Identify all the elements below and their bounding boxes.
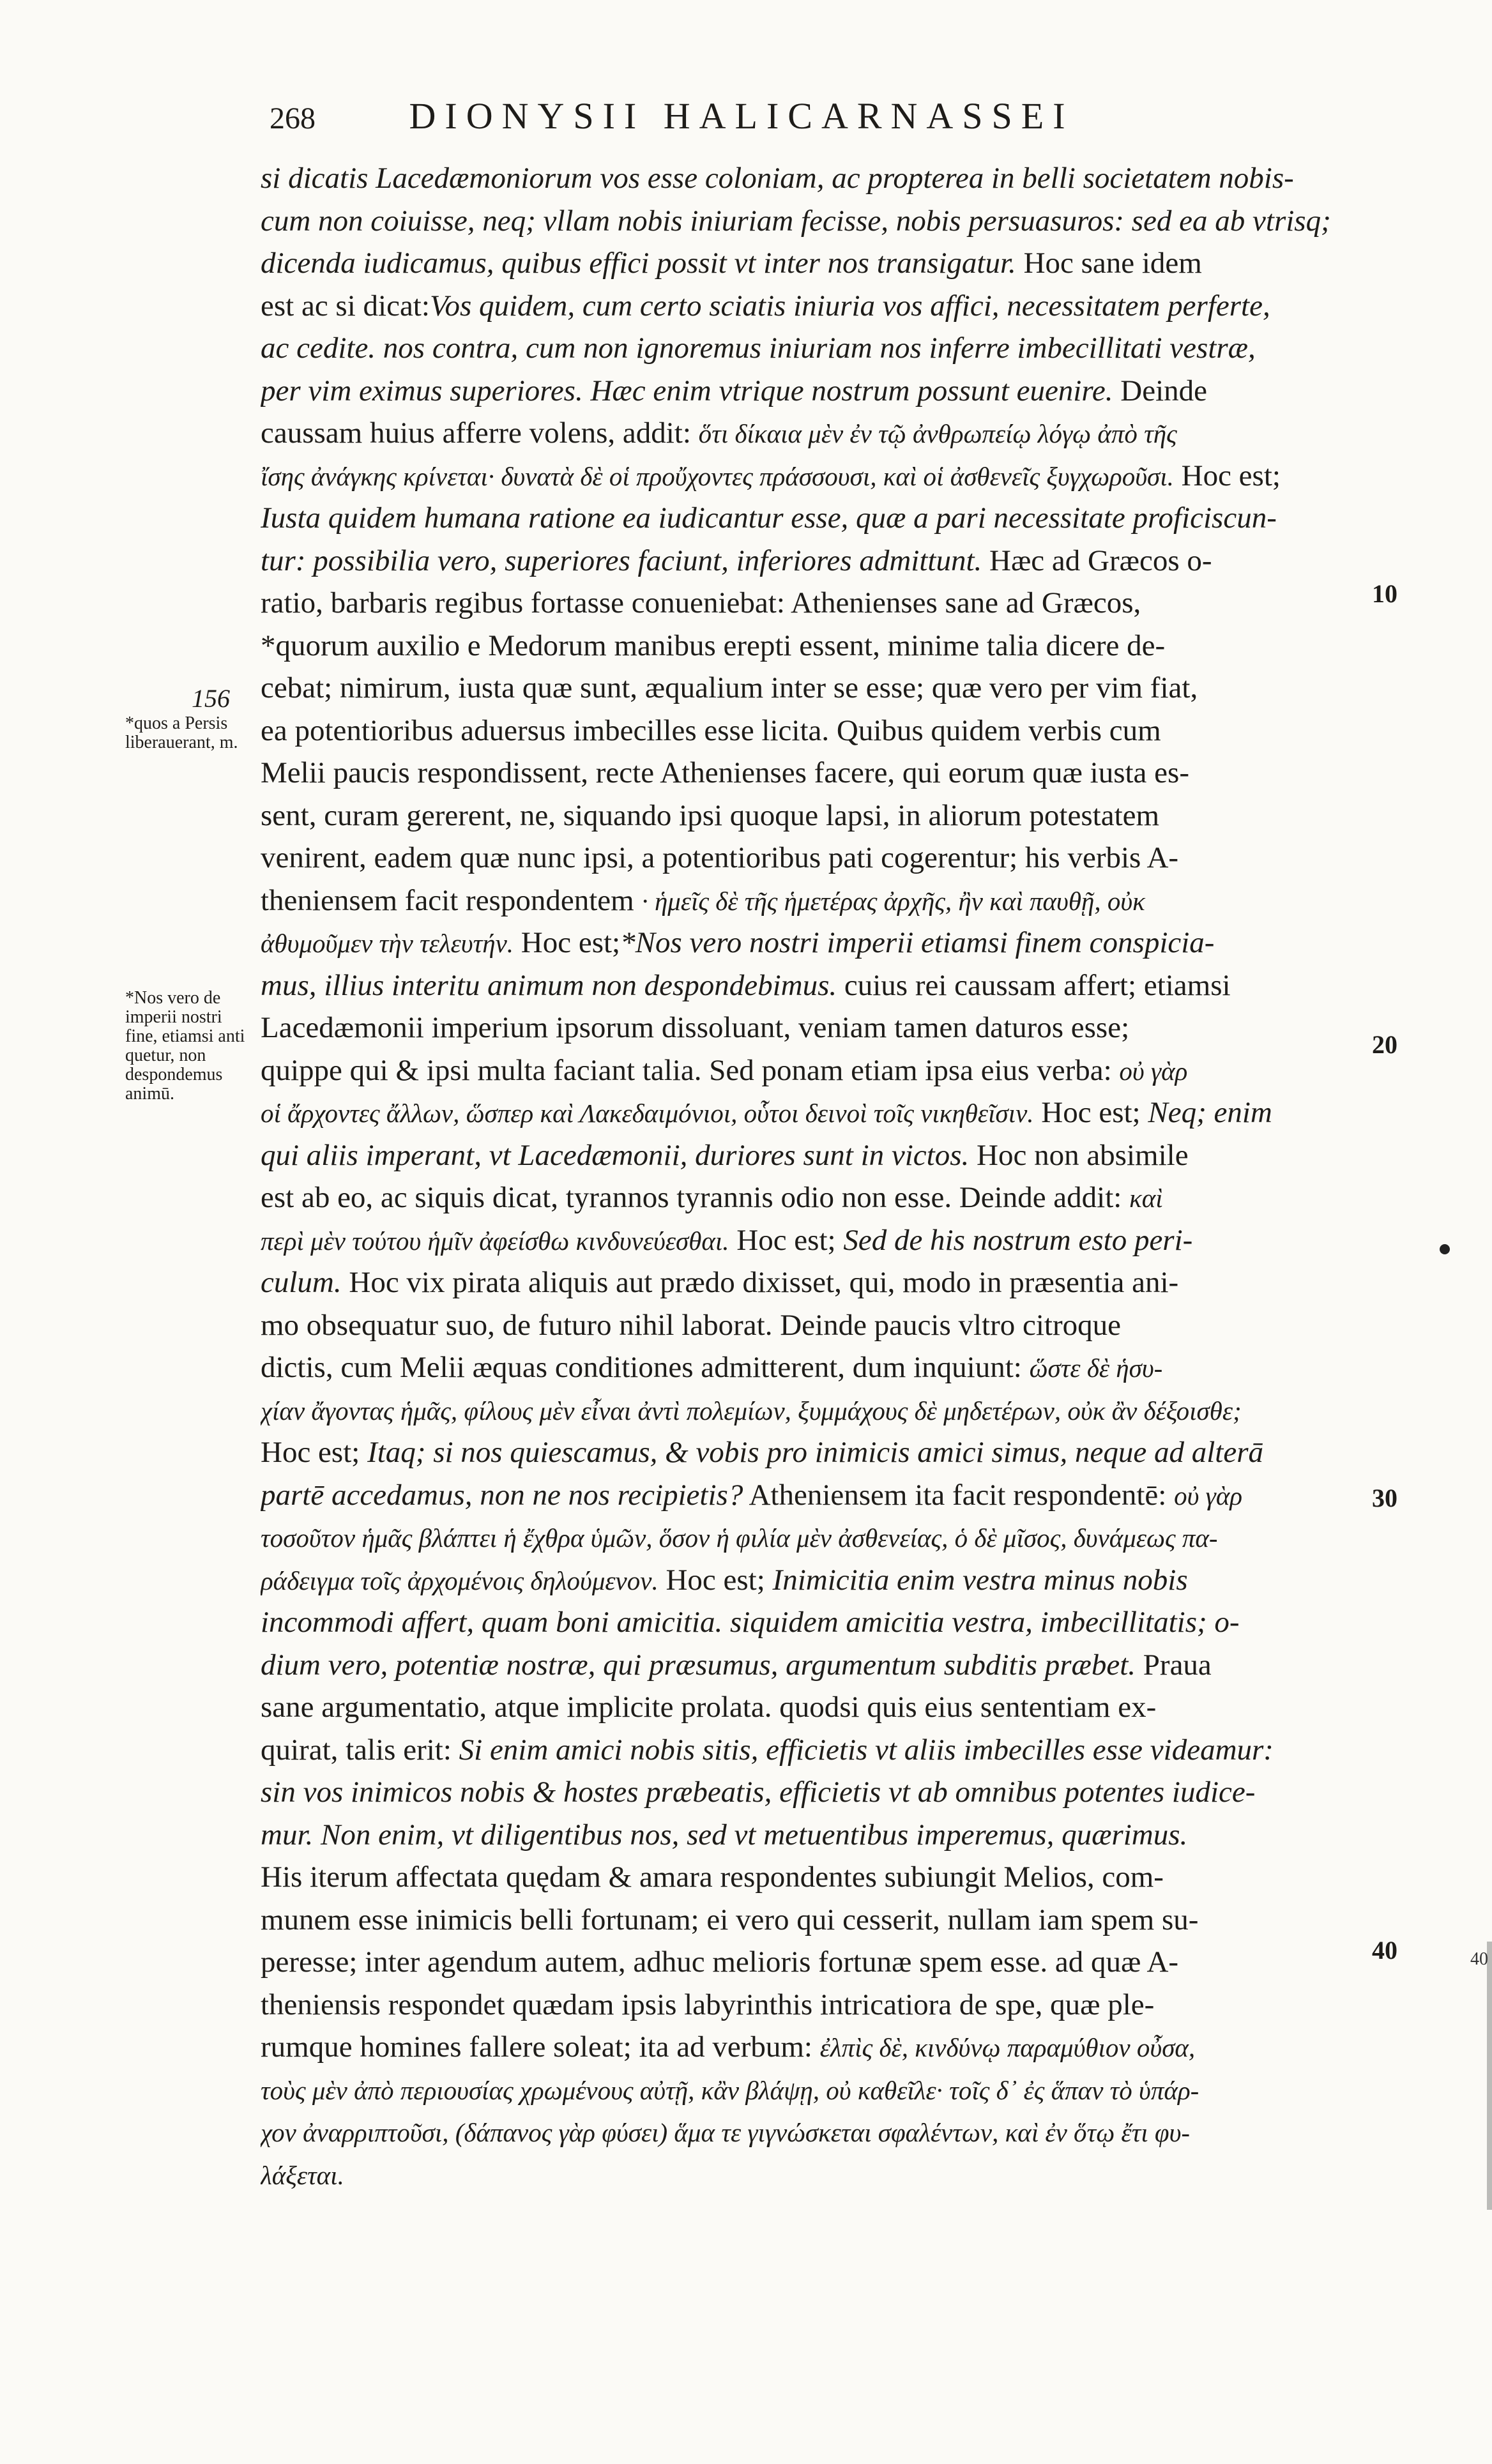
text-line: [261, 540, 1391, 582]
roman-text: est ab eo, ac siquis dicat, tyrannos tyrannis odio non esse. Deinde addit:: [261, 1181, 1130, 1214]
greek-quotation: οἱ ἄρχοντες ἄλλων, ὥσπερ καὶ Λακεδαιμόνιοι, οὗτοι δεινοὶ τοῖς νικηθεῖσιν.: [261, 1099, 1034, 1128]
roman-text: quirat, talis erit:: [261, 1733, 459, 1767]
margin-note-2: *Nos vero de imperii nostri fine, etiamsi anti quetur, non despondemus animū.: [125, 988, 245, 1104]
text-line: [261, 1049, 1391, 1092]
text-line: [261, 455, 1391, 498]
text-line: [261, 412, 1391, 455]
roman-text: Melii paucis respondissent, recte Athenienses facere, qui eorum quæ iusta es-: [261, 756, 1189, 789]
text-line: [261, 625, 1391, 667]
text-line: [261, 157, 1391, 200]
roman-text: Praua: [1136, 1648, 1212, 1682]
greek-quotation: οὐ γὰρ: [1119, 1056, 1188, 1086]
text-line: [261, 837, 1391, 879]
text-line: [261, 1219, 1391, 1262]
italic-translation: tur: possibilia vero, superiores faciunt, inferiores admittunt.: [261, 544, 982, 577]
roman-text: Atheniensem ita facit respondentē:: [743, 1478, 1175, 1512]
text-line: [261, 200, 1391, 243]
roman-text: mo obsequatur suo, de futuro nihil laborat. Deinde paucis vltro citroque: [261, 1308, 1122, 1342]
text-line: [261, 327, 1391, 370]
text-line: [261, 1007, 1391, 1049]
text-line: [261, 242, 1391, 285]
greek-quotation: οὐ γὰρ: [1174, 1480, 1243, 1510]
italic-translation: culum.: [261, 1266, 342, 1299]
roman-text: Hoc vix pirata aliquis aut prædo dixisset, qui, modo in præsentia ani-: [341, 1266, 1179, 1299]
roman-text: His iterum affectata quędam & amara respondentes subiungit Melios, com-: [261, 1860, 1164, 1894]
text-line: [261, 1261, 1391, 1304]
greek-quotation: ἀθυμοῦμεν τὴν τελευτήν.: [261, 929, 514, 958]
page-number: 268: [270, 102, 316, 135]
text-line: [261, 1856, 1391, 1899]
roman-text: est ac si dicat:: [261, 289, 430, 323]
edge-page-mark: 40: [1470, 1949, 1488, 1969]
italic-translation: Inimicitia enim vestra minus nobis: [772, 1563, 1188, 1597]
text-line: [261, 1899, 1391, 1942]
italic-translation: Vos quidem, cum certo sciatis iniuria vos affici, necessitatem perferte,: [429, 289, 1270, 323]
roman-text: theniensem facit respondentem: [261, 883, 642, 917]
text-line: [261, 2111, 1391, 2154]
roman-text: ea potentioribus aduersus imbecilles esse licita. Quibus quidem verbis cum: [261, 713, 1161, 747]
roman-text: sane argumentatio, atque implicite prolata. quodsi quis eius sententiam ex-: [261, 1691, 1157, 1724]
text-line: [261, 795, 1391, 837]
greek-quotation: χον ἀναρριπτοῦσι, (δάπανος γὰρ φύσει) ἅμα τε γιγνώσκεται σφαλέντων, καὶ ἐν ὅτῳ ἔτι φυ-: [261, 2118, 1191, 2147]
text-line: [261, 1686, 1391, 1729]
italic-translation: Itaq; si nos quiescamus, & vobis pro inimicis amici simus, neque ad alterā: [367, 1436, 1264, 1469]
roman-text: caussam huius afferre volens, addit:: [261, 416, 699, 450]
italic-translation: dicenda iudicamus, quibus effici possit vt inter nos transigatur.: [261, 247, 1016, 280]
text-line: [261, 710, 1391, 752]
roman-text: cuius rei caussam affert; etiamsi: [837, 968, 1231, 1002]
roman-text: Hoc est;: [261, 1436, 368, 1469]
text-line: [261, 285, 1391, 328]
text-line: [261, 964, 1391, 1007]
roman-text: theniensis respondet quædam ipsis labyrinthis intricatiora de spe, quæ ple-: [261, 1988, 1155, 2021]
text-line: [261, 1814, 1391, 1857]
greek-quotation: τοὺς μὲν ἀπὸ περιουσίας χρωμένους αὐτῇ, κἂν βλάψῃ, οὐ καθεῖλε· τοῖς δ᾽ ἐς ἅπαν τὸ ὑπάρ-: [261, 2075, 1199, 2105]
facing-page-edge: [1487, 1942, 1492, 2210]
text-line: [261, 1304, 1391, 1347]
greek-quotation: ράδειγμα τοῖς ἀρχομένοις δηλούμενον.: [261, 1565, 658, 1595]
roman-text: Hoc sane idem: [1016, 247, 1202, 280]
italic-translation: si dicatis Lacedæmoniorum vos esse coloniam, ac propterea in belli societatem nobis-: [261, 162, 1294, 195]
greek-quotation: ὅτι δίκαια μὲν ἐν τῷ ἀνθρωπείῳ λόγῳ ἀπὸ τῆς: [698, 419, 1177, 448]
greek-quotation: ἴσης ἀνάγκης κρίνεται· δυνατὰ δὲ οἱ προὔχοντες πράσσουσι, καὶ οἱ ἀσθενεῖς ξυγχωροῦσι.: [261, 461, 1174, 491]
italic-translation: Iusta quidem humana ratione ea iudicantur esse, quæ a pari necessitate proficiscun-: [261, 501, 1277, 535]
text-line: [261, 1601, 1391, 1644]
roman-text: cebat; nimirum, iusta quæ sunt, æqualium inter se esse; quæ vero per vim fiat,: [261, 671, 1198, 704]
roman-text: peresse; inter agendum autem, adhuc melioris fortunæ spem esse. ad quæ A-: [261, 1945, 1179, 1979]
text-line: [261, 1346, 1391, 1389]
roman-text: rumque homines fallere soleat; ita ad verbum:: [261, 2030, 820, 2064]
text-line: [261, 2026, 1391, 2069]
text-line: [261, 1134, 1391, 1177]
text-line: [261, 879, 1391, 922]
italic-translation: incommodi affert, quam boni amicitia. siquidem amicitia vestra, imbecillitatis; o-: [261, 1606, 1240, 1639]
text-line: [261, 1431, 1391, 1474]
italic-translation: Si enim amici nobis sitis, efficietis vt aliis imbecilles esse videamur:: [459, 1733, 1274, 1767]
italic-translation: partē accedamus, non ne nos recipietis?: [261, 1478, 743, 1512]
text-line: [261, 1941, 1391, 1984]
line-number-30: 30: [1372, 1484, 1397, 1512]
main-text-block: [261, 157, 1391, 2196]
text-line: [261, 1389, 1391, 1432]
roman-text: munem esse inimicis belli fortunam; ei vero qui cesserit, nullam iam spem su-: [261, 1903, 1199, 1936]
roman-text: Hoc est;: [514, 926, 621, 959]
margin-page-reference: 156: [192, 684, 230, 713]
greek-quotation: · ἡμεῖς δὲ τῆς ἡμετέρας ἀρχῆς, ἢν καὶ παυθῇ, οὐκ: [641, 886, 1145, 916]
roman-text: quippe qui & ipsi multa faciant talia. Sed ponam etiam ipsa eius verba:: [261, 1053, 1120, 1087]
text-line: [261, 922, 1391, 964]
greek-quotation: λάξεται.: [261, 2160, 344, 2190]
roman-text: Lacedæmonii imperium ipsorum dissoluant, veniam tamen daturos esse;: [261, 1011, 1130, 1044]
text-line: [261, 1644, 1391, 1687]
line-number-40: 40: [1372, 1936, 1397, 1965]
roman-text: sent, curam gererent, ne, siquando ipsi quoque lapsi, in aliorum potestatem: [261, 798, 1160, 832]
text-line: [261, 1474, 1391, 1517]
italic-translation: Sed de his nostrum esto peri-: [843, 1223, 1193, 1257]
italic-translation: qui aliis imperant, vt Lacedæmonii, duriores sunt in victos.: [261, 1138, 970, 1172]
italic-translation: dium vero, potentiæ nostræ, qui præsumus, argumentum subditis præbet.: [261, 1648, 1136, 1682]
italic-translation: mur. Non enim, vt diligentibus nos, sed vt metuentibus imperemus, quærimus.: [261, 1818, 1188, 1852]
greek-quotation: τοσοῦτον ἡμᾶς βλάπτει ἡ ἔχθρα ὑμῶν, ὅσον ἡ φιλία μὲν ἀσθενείας, ὁ δὲ μῖσος, δυνάμεως πα-: [261, 1523, 1218, 1553]
roman-text: Hoc est;: [729, 1223, 844, 1257]
running-title: DIONYSII HALICARNASSEI: [409, 95, 1074, 137]
italic-translation: ac cedite. nos contra, cum non ignoremus iniuriam nos inferre imbecillitati vestræ,: [261, 331, 1256, 365]
line-number-10: 10: [1372, 579, 1397, 608]
italic-translation: mus, illius interitu animum non despondebimus.: [261, 968, 837, 1002]
text-line: [261, 1984, 1391, 2027]
roman-text: Hæc ad Græcos o-: [982, 544, 1212, 577]
text-line: [261, 1176, 1391, 1219]
greek-quotation: περὶ μὲν τούτου ἡμῖν ἀφείσθω κινδυνεύεσθαι.: [261, 1226, 729, 1256]
roman-text: venirent, eadem quæ nunc ipsi, a potentioribus pati cogerentur; his verbis A-: [261, 841, 1179, 874]
greek-quotation: καὶ: [1129, 1183, 1163, 1213]
text-line: [261, 752, 1391, 795]
greek-quotation: ὥστε δὲ ἡσυ-: [1029, 1353, 1163, 1383]
printer-dot-mark: [1440, 1244, 1450, 1254]
italic-translation: Neq; enim: [1148, 1096, 1272, 1129]
text-line: [261, 2154, 1391, 2196]
text-line: [261, 1771, 1391, 1814]
roman-text: Hoc est;: [658, 1563, 773, 1597]
greek-quotation: ἐλπὶς δὲ, κινδύνῳ παραμύθιον οὖσα,: [819, 2033, 1196, 2062]
text-line: [261, 1729, 1391, 1772]
roman-text: Deinde: [1113, 374, 1208, 407]
roman-text: Hoc non absimile: [969, 1138, 1189, 1172]
text-line: [261, 2069, 1391, 2111]
text-line: [261, 1559, 1391, 1602]
running-head: [270, 95, 1387, 137]
text-line: [261, 497, 1391, 540]
roman-text: Hoc est;: [1173, 459, 1281, 492]
roman-text: *quorum auxilio e Medorum manibus erepti essent, minime talia dicere de-: [261, 628, 1166, 662]
margin-note-1: *quos a Persis liberauerant, m.: [125, 713, 238, 752]
roman-text: dictis, cum Melii æquas conditiones admitterent, dum inquiunt:: [261, 1351, 1030, 1384]
text-line: [261, 370, 1391, 413]
text-line: [261, 1516, 1391, 1559]
italic-translation: cum non coiuisse, neq; vllam nobis iniuriam fecisse, nobis persuasuros: sed ea ab vtrisq;: [261, 204, 1331, 238]
roman-text: ratio, barbaris regibus fortasse conueniebat: Athenienses sane ad Græcos,: [261, 586, 1141, 620]
italic-translation: sin vos inimicos nobis & hostes præbeatis, efficietis vt ab omnibus potentes iudice-: [261, 1776, 1256, 1809]
line-number-20: 20: [1372, 1030, 1397, 1059]
roman-text: Hoc est;: [1033, 1096, 1148, 1129]
italic-translation: *Nos vero nostri imperii etiamsi finem conspicia-: [620, 926, 1215, 959]
text-line: [261, 667, 1391, 710]
italic-translation: per vim eximus superiores. Hæc enim vtrique nostrum possunt euenire.: [261, 374, 1113, 407]
text-line: [261, 1091, 1391, 1134]
text-line: [261, 582, 1391, 625]
greek-quotation: χίαν ἄγοντας ἡμᾶς, φίλους μὲν εἶναι ἀντὶ πολεμίων, ξυμμάχους δὲ μηδετέρων, οὐκ ἂν δέξοισθε;: [261, 1396, 1242, 1426]
